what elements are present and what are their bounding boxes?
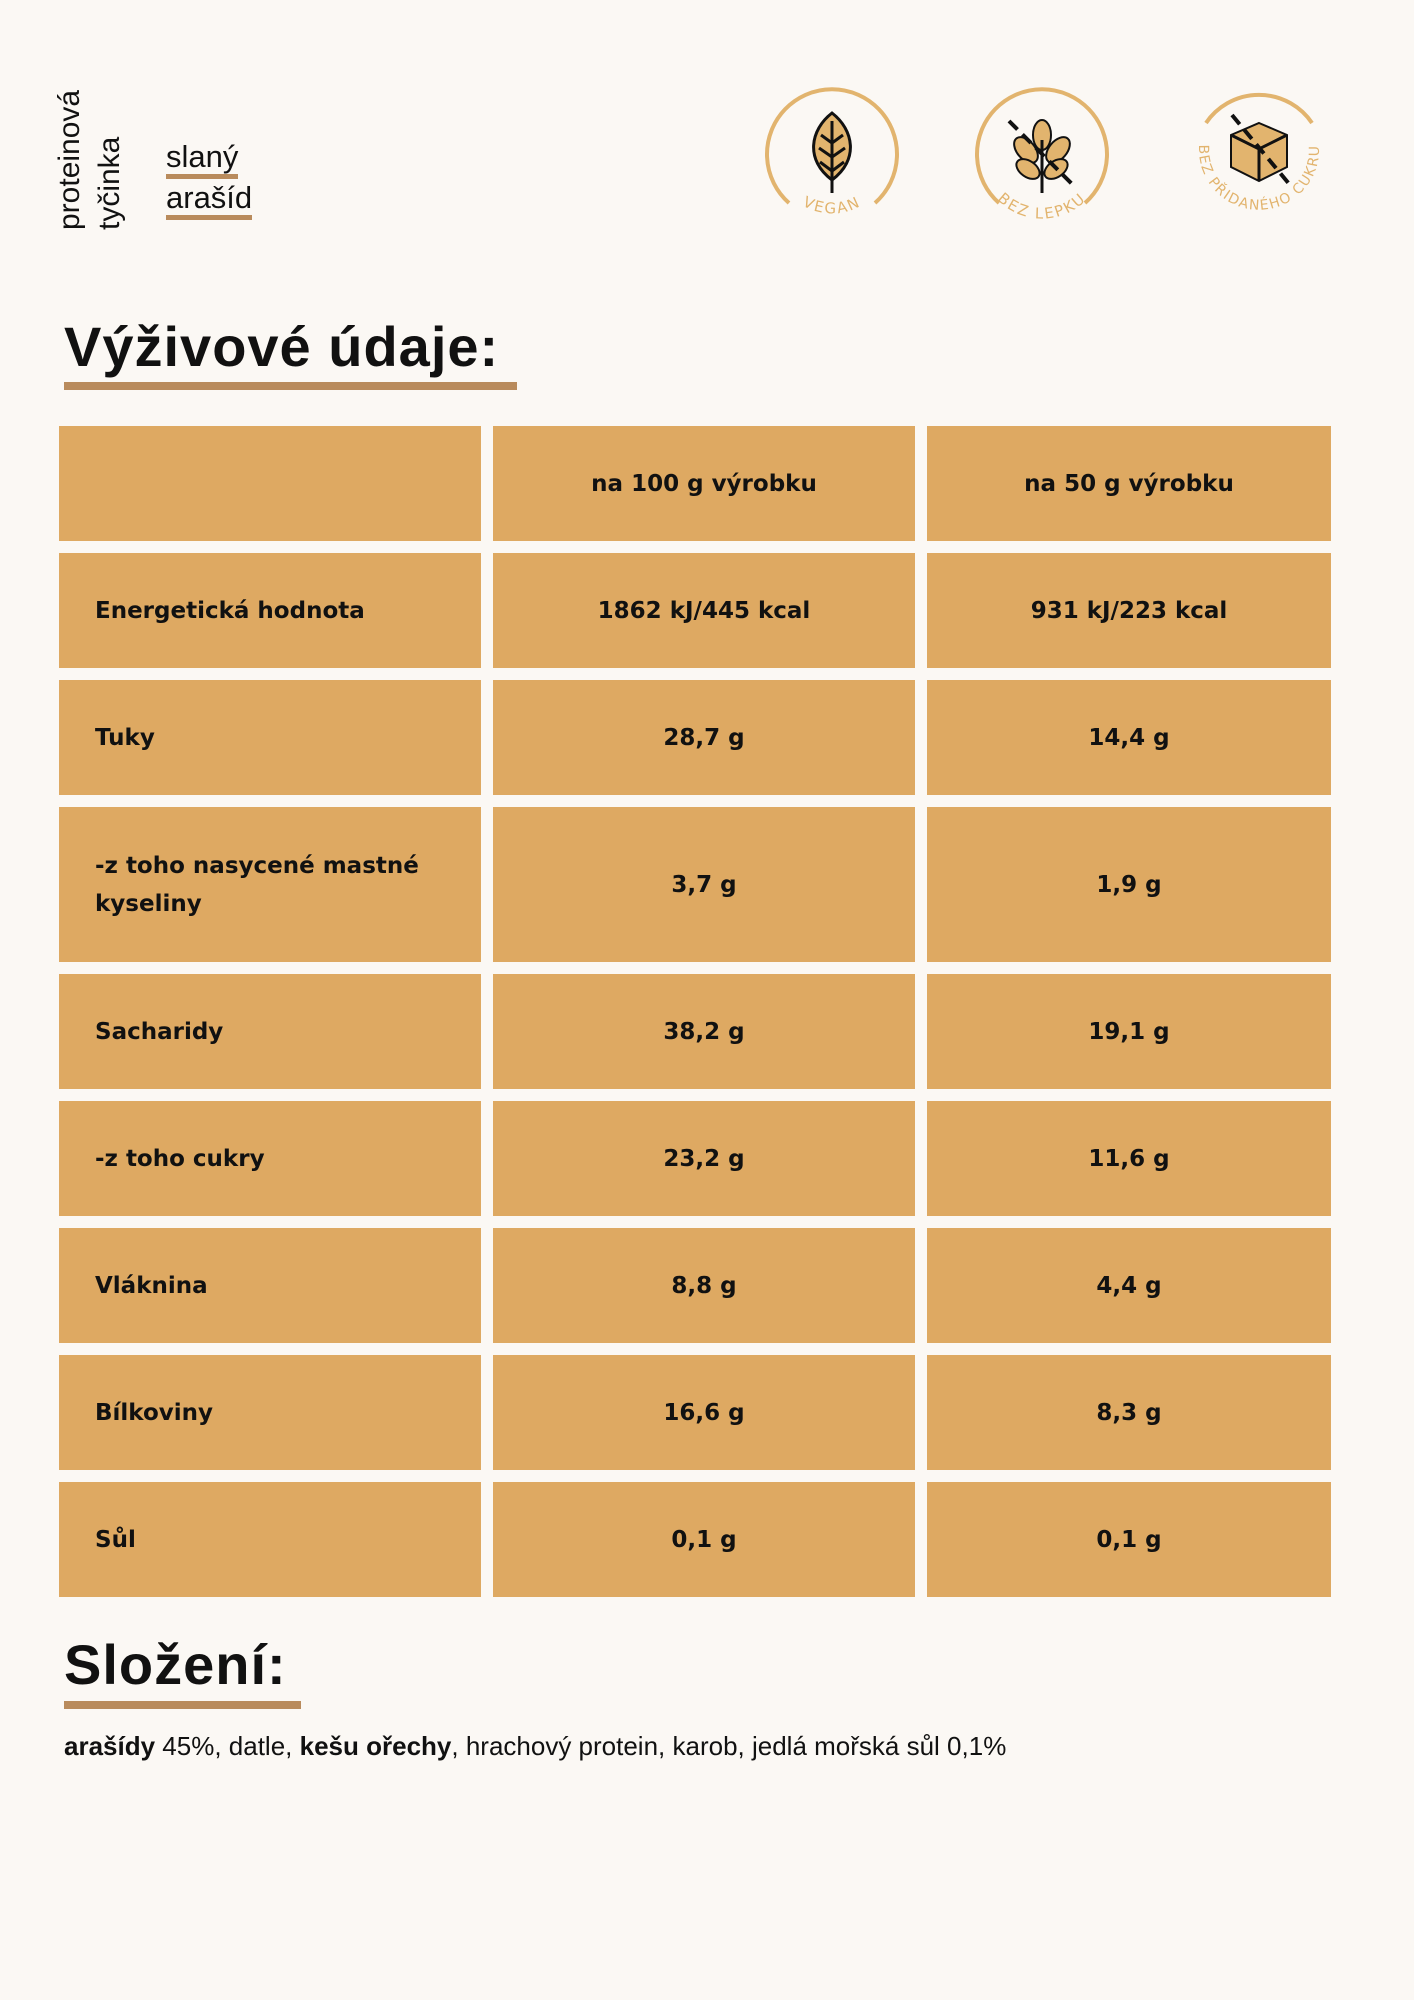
table-row — [59, 1101, 1331, 1216]
value-per100: 23,2 g — [493, 1101, 915, 1216]
table-row — [59, 974, 1331, 1089]
product-type-line1: proteinová — [53, 89, 86, 230]
table-row — [59, 1482, 1331, 1597]
value-per50: 0,1 g — [927, 1482, 1331, 1597]
nutrient-name: -z toho nasycené mastné kyseliny — [59, 807, 481, 962]
nutrient-name: Sůl — [59, 1482, 481, 1597]
ingredient-peanuts: arašídy — [64, 1731, 156, 1761]
table-row — [59, 1355, 1331, 1470]
value-per50: 11,6 g — [927, 1101, 1331, 1216]
table-header-row — [59, 426, 1331, 541]
nutrient-name: Vláknina — [59, 1228, 481, 1343]
nutrition-table — [47, 414, 1343, 1609]
value-per50: 14,4 g — [927, 680, 1331, 795]
gluten-free-label: BEZ LEPKU — [994, 188, 1090, 223]
header-cell-empty — [59, 426, 481, 541]
value-per50: 19,1 g — [927, 974, 1331, 1089]
table-row — [59, 680, 1331, 795]
table-row — [59, 1228, 1331, 1343]
value-per100: 8,8 g — [493, 1228, 915, 1343]
nutrient-name: Bílkoviny — [59, 1355, 481, 1470]
flavor-line1: slaný — [166, 140, 238, 179]
gluten-free-badge — [969, 85, 1115, 231]
composition-title-underline — [64, 1701, 301, 1709]
product-type-title — [50, 40, 142, 230]
vegan-label: VEGAN — [800, 192, 864, 218]
flavor-name — [166, 140, 252, 220]
value-per100: 28,7 g — [493, 680, 915, 795]
value-per50: 1,9 g — [927, 807, 1331, 962]
value-per100: 1862 kJ/445 kcal — [493, 553, 915, 668]
nutrition-title-underline — [64, 382, 517, 390]
value-per50: 931 kJ/223 kcal — [927, 553, 1331, 668]
vegan-badge — [759, 85, 905, 231]
svg-text:BEZ LEPKU — [994, 189, 1089, 223]
flavor-line2: arašíd — [166, 181, 252, 220]
composition-text — [64, 1728, 1006, 1764]
ingredient-cashews: kešu ořechy — [299, 1731, 452, 1761]
nutrient-name: -z toho cukry — [59, 1101, 481, 1216]
nutrient-name: Tuky — [59, 680, 481, 795]
header-cell-per100: na 100 g výrobku — [493, 426, 915, 541]
no-wheat-icon — [1009, 120, 1075, 193]
product-type-line2: tyčinka — [93, 136, 126, 230]
value-per100: 0,1 g — [493, 1482, 915, 1597]
value-per50: 8,3 g — [927, 1355, 1331, 1470]
value-per100: 16,6 g — [493, 1355, 915, 1470]
no-added-sugar-label: BEZ PŘIDANÉHO CUKRU — [1194, 144, 1324, 215]
table-row — [59, 553, 1331, 668]
ingredient-text: 45%, datle, — [155, 1731, 300, 1761]
ingredient-text: , hrachový protein, karob, jedlá mořská sůl 0,1% — [451, 1731, 1007, 1761]
header-cell-per50: na 50 g výrobku — [927, 426, 1331, 541]
table-row — [59, 807, 1331, 962]
no-added-sugar-badge — [1186, 85, 1332, 231]
leaf-icon — [814, 113, 851, 193]
svg-text:VEGAN — [800, 193, 864, 218]
nutrient-name: Energetická hodnota — [59, 553, 481, 668]
value-per50: 4,4 g — [927, 1228, 1331, 1343]
value-per100: 3,7 g — [493, 807, 915, 962]
no-sugar-cube-icon — [1231, 115, 1290, 185]
value-per100: 38,2 g — [493, 974, 915, 1089]
nutrition-title: Výživové údaje: — [64, 315, 500, 378]
composition-title: Složení: — [64, 1633, 287, 1696]
nutrient-name: Sacharidy — [59, 974, 481, 1089]
